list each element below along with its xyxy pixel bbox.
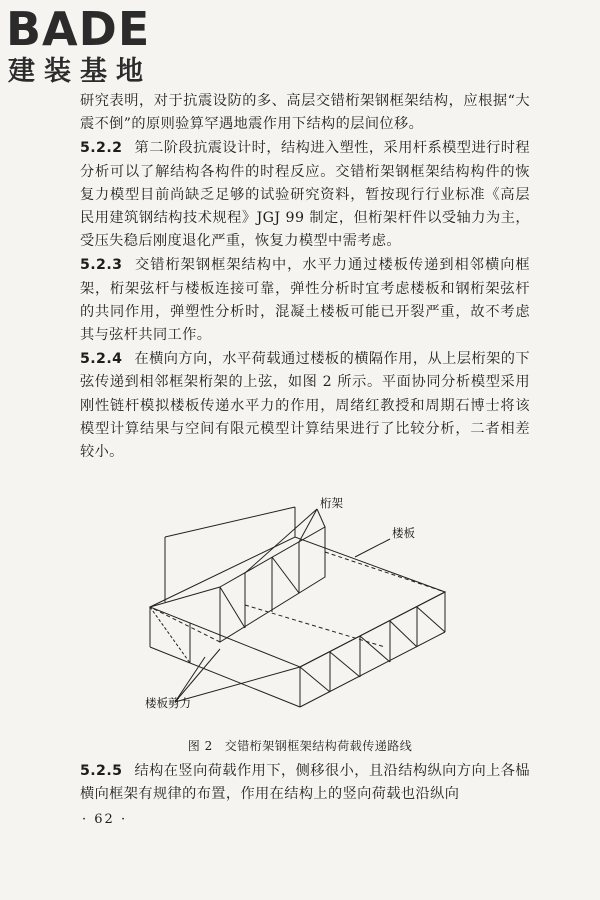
logo-brand: BADE	[6, 2, 151, 56]
paragraph	[80, 90, 530, 136]
paragraph	[80, 254, 530, 347]
logo	[6, 4, 186, 90]
figure-caption	[0, 737, 600, 754]
label-slab: 楼板	[392, 526, 415, 540]
figure-number: 图 2	[187, 739, 213, 753]
body-text-top	[80, 90, 530, 464]
lower-slab	[150, 537, 445, 667]
section-number: 5.2.3	[80, 257, 123, 274]
paragraph-text: 交错桁架钢框架结构中，水平力通过楼板传递到相邻横向框架，桁架弦杆与楼板连接可靠，弹性分析时宜考虑楼板和钢桁架弦杆的共同作用，弹塑性分析时，混凝土楼板可能已开裂严重，故不考虑其与弦杆共同工作。	[80, 257, 530, 344]
paragraph	[80, 760, 530, 806]
truss-diagram	[145, 497, 455, 712]
paragraph	[80, 137, 530, 253]
logo-subtitle: 建装基地	[8, 56, 152, 87]
paragraph-text: 研究表明，对于抗震设防的多、高层交错桁架钢框架结构，应根据“大震不倒”的原则验算罕遇地震作用下结构的层间位移。	[80, 93, 530, 133]
paragraph-text: 第二阶段抗震设计时，结构进入塑性，采用杆系模型进行时程分析可以了解结构各构件的时程反应。交错桁架钢框架结构构件的恢复力模型目前尚缺乏足够的试验研究资料，暂按现行行业标准《高层民用建筑钢结构技术规程》JGJ 99 制定，但桁架杆件以受轴力为主，受压失稳后刚度退化严重，恢复力模型中需考虑。	[80, 140, 530, 250]
section-number: 5.2.5	[80, 763, 123, 779]
page-number: · 62 ·	[82, 812, 128, 827]
label-slab-shear: 楼板剪力	[145, 696, 191, 710]
paragraph-text: 在横向方向，水平荷载通过楼板的横隔作用，从上层桁架的下弦传递到相邻框架桁架的上弦，如图 2 所示。平面协同分析模型采用刚性链杆模拟楼板传递水平力的作用，周绪红教授和周期石博士将该模型计算结果与空间有限元模型计算结果进行了比较分析，二者相差较小。	[80, 351, 530, 461]
section-number: 5.2.4	[80, 351, 123, 368]
figure-load-path	[145, 497, 455, 712]
paragraph	[80, 348, 530, 464]
label-truss: 桁架	[320, 497, 343, 510]
figure-caption-text: 交错桁架钢框架结构荷载传递路线	[224, 739, 413, 753]
paragraph-text: 结构在竖向荷载作用下，侧移很小，且沿结构纵向方向上各榀横向框架有规律的布置，作用在结构上的竖向荷载也沿纵向	[80, 763, 530, 803]
body-text-bottom	[80, 760, 530, 806]
section-number: 5.2.2	[80, 140, 123, 157]
